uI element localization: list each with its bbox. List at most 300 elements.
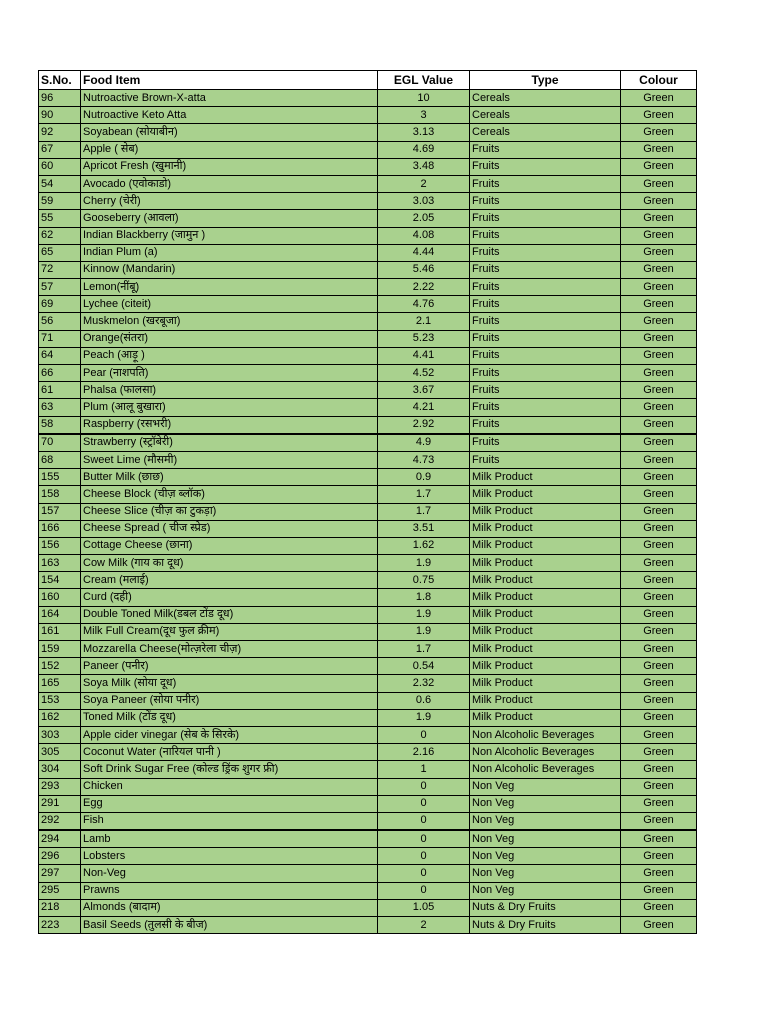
header-row	[39, 71, 697, 90]
cell-sno[interactable]: 218	[39, 899, 81, 916]
cell-colour[interactable]: Green	[621, 572, 697, 589]
cell-type[interactable]: Milk Product	[470, 675, 621, 692]
cell-egl-value[interactable]: 1.05	[378, 899, 470, 916]
cell-type[interactable]: Fruits	[470, 141, 621, 158]
cell-sno[interactable]: 58	[39, 416, 81, 434]
cell-egl-value[interactable]: 3.67	[378, 382, 470, 399]
cell-egl-value[interactable]: 1	[378, 761, 470, 778]
cell-colour[interactable]: Green	[621, 848, 697, 865]
cell-food-item[interactable]: Cream (मलाई)	[81, 572, 378, 589]
table-row	[39, 503, 697, 520]
cell-type[interactable]: Non Veg	[470, 882, 621, 899]
cell-colour[interactable]: Green	[621, 641, 697, 658]
cell-egl-value[interactable]: 2.05	[378, 210, 470, 227]
cell-sno[interactable]: 153	[39, 692, 81, 709]
cell-colour[interactable]: Green	[621, 899, 697, 916]
cell-type[interactable]: Non Veg	[470, 848, 621, 865]
cell-food-item[interactable]: Basil Seeds (तुलसी के बीज)	[81, 917, 378, 934]
cell-colour[interactable]: Green	[621, 107, 697, 124]
cell-type[interactable]: Fruits	[470, 399, 621, 416]
cell-colour[interactable]: Green	[621, 244, 697, 261]
cell-colour[interactable]: Green	[621, 692, 697, 709]
table-row	[39, 193, 697, 210]
cell-egl-value[interactable]: 0	[378, 795, 470, 812]
table-row	[39, 175, 697, 192]
cell-egl-value[interactable]: 4.41	[378, 347, 470, 364]
cell-colour[interactable]: Green	[621, 778, 697, 795]
cell-sno[interactable]: 161	[39, 623, 81, 640]
table-row	[39, 451, 697, 468]
table-row	[39, 434, 697, 452]
cell-sno[interactable]: 295	[39, 882, 81, 899]
cell-colour[interactable]: Green	[621, 503, 697, 520]
cell-colour[interactable]: Green	[621, 227, 697, 244]
cell-colour[interactable]: Green	[621, 175, 697, 192]
cell-colour[interactable]: Green	[621, 158, 697, 175]
cell-colour[interactable]: Green	[621, 795, 697, 812]
cell-egl-value[interactable]: 4.21	[378, 399, 470, 416]
cell-type[interactable]: Fruits	[470, 175, 621, 192]
cell-egl-value[interactable]: 0	[378, 830, 470, 848]
cell-sno[interactable]: 71	[39, 330, 81, 347]
cell-colour[interactable]: Green	[621, 141, 697, 158]
cell-type[interactable]: Fruits	[470, 296, 621, 313]
cell-egl-value[interactable]: 0	[378, 848, 470, 865]
header-food-item[interactable]: Food Item	[81, 71, 378, 90]
cell-colour[interactable]: Green	[621, 124, 697, 141]
table-row	[39, 141, 697, 158]
cell-type[interactable]: Milk Product	[470, 709, 621, 726]
cell-colour[interactable]: Green	[621, 296, 697, 313]
cell-sno[interactable]: 166	[39, 520, 81, 537]
table-row	[39, 210, 697, 227]
cell-type[interactable]: Fruits	[470, 210, 621, 227]
cell-food-item[interactable]: Fish	[81, 812, 378, 830]
cell-food-item[interactable]: Lobsters	[81, 848, 378, 865]
header-egl-value[interactable]: EGL Value	[378, 71, 470, 90]
cell-egl-value[interactable]: 1.62	[378, 537, 470, 554]
cell-sno[interactable]: 70	[39, 434, 81, 452]
cell-colour[interactable]: Green	[621, 434, 697, 452]
cell-food-item[interactable]: Pear (नाशपति)	[81, 365, 378, 382]
cell-sno[interactable]: 64	[39, 347, 81, 364]
cell-egl-value[interactable]: 4.73	[378, 451, 470, 468]
cell-type[interactable]: Milk Product	[470, 606, 621, 623]
cell-food-item[interactable]: Cheese Spread ( चीज स्प्रेड)	[81, 520, 378, 537]
cell-sno[interactable]: 293	[39, 778, 81, 795]
cell-colour[interactable]: Green	[621, 279, 697, 296]
cell-type[interactable]: Fruits	[470, 193, 621, 210]
cell-egl-value[interactable]: 0	[378, 882, 470, 899]
cell-type[interactable]: Milk Product	[470, 589, 621, 606]
cell-food-item[interactable]: Lemon(नींबू)	[81, 279, 378, 296]
cell-sno[interactable]: 164	[39, 606, 81, 623]
cell-type[interactable]: Non Veg	[470, 778, 621, 795]
table-row	[39, 365, 697, 382]
table-row	[39, 606, 697, 623]
cell-colour[interactable]: Green	[621, 917, 697, 934]
cell-food-item[interactable]: Non-Veg	[81, 865, 378, 882]
table-row	[39, 882, 697, 899]
cell-type[interactable]: Fruits	[470, 313, 621, 330]
cell-egl-value[interactable]: 2.16	[378, 744, 470, 761]
cell-food-item[interactable]: Indian Plum (a)	[81, 244, 378, 261]
table-row	[39, 399, 697, 416]
cell-egl-value[interactable]: 4.52	[378, 365, 470, 382]
cell-type[interactable]: Fruits	[470, 244, 621, 261]
cell-egl-value[interactable]: 0	[378, 726, 470, 743]
cell-type[interactable]: Fruits	[470, 158, 621, 175]
cell-colour[interactable]: Green	[621, 830, 697, 848]
cell-egl-value[interactable]: 1.9	[378, 606, 470, 623]
cell-food-item[interactable]: Indian Blackberry (जामुन )	[81, 227, 378, 244]
cell-food-item[interactable]: Sweet Lime (मौसमी)	[81, 451, 378, 468]
cell-egl-value[interactable]: 4.9	[378, 434, 470, 452]
cell-food-item[interactable]: Cow Milk (गाय का दूध)	[81, 555, 378, 572]
table-row	[39, 124, 697, 141]
table-row	[39, 537, 697, 554]
cell-food-item[interactable]: Cheese Block (चीज़ ब्लॉक)	[81, 486, 378, 503]
table-row	[39, 778, 697, 795]
cell-type[interactable]: Cereals	[470, 124, 621, 141]
cell-type[interactable]: Non Alcoholic Beverages	[470, 726, 621, 743]
cell-food-item[interactable]: Cottage Cheese (छाना)	[81, 537, 378, 554]
cell-type[interactable]: Non Veg	[470, 795, 621, 812]
table-row	[39, 865, 697, 882]
table-row	[39, 658, 697, 675]
cell-sno[interactable]: 72	[39, 261, 81, 278]
cell-egl-value[interactable]: 5.23	[378, 330, 470, 347]
cell-sno[interactable]: 154	[39, 572, 81, 589]
table-row	[39, 227, 697, 244]
cell-egl-value[interactable]: 3.51	[378, 520, 470, 537]
cell-egl-value[interactable]: 1.9	[378, 555, 470, 572]
cell-type[interactable]: Cereals	[470, 107, 621, 124]
cell-food-item[interactable]: Mozzarella Cheese(मोत्ज़रेला चीज़)	[81, 641, 378, 658]
cell-food-item[interactable]: Paneer (पनीर)	[81, 658, 378, 675]
cell-sno[interactable]: 165	[39, 675, 81, 692]
table-row	[39, 469, 697, 486]
cell-egl-value[interactable]: 3.13	[378, 124, 470, 141]
cell-food-item[interactable]: Curd (दही)	[81, 589, 378, 606]
table-row	[39, 623, 697, 640]
table-row	[39, 416, 697, 434]
cell-type[interactable]: Milk Product	[470, 503, 621, 520]
cell-food-item[interactable]: Strawberry (स्ट्रॉबेरी)	[81, 434, 378, 452]
cell-colour[interactable]: Green	[621, 709, 697, 726]
table-row	[39, 330, 697, 347]
cell-type[interactable]: Non Alcoholic Beverages	[470, 761, 621, 778]
cell-food-item[interactable]: Toned Milk (टोंड दूध)	[81, 709, 378, 726]
cell-type[interactable]: Milk Product	[470, 520, 621, 537]
cell-sno[interactable]: 156	[39, 537, 81, 554]
cell-sno[interactable]: 304	[39, 761, 81, 778]
cell-food-item[interactable]: Apricot Fresh (खुमानी)	[81, 158, 378, 175]
table-row	[39, 795, 697, 812]
cell-colour[interactable]: Green	[621, 486, 697, 503]
cell-type[interactable]: Fruits	[470, 365, 621, 382]
table-row	[39, 313, 697, 330]
cell-egl-value[interactable]: 0	[378, 865, 470, 882]
cell-sno[interactable]: 61	[39, 382, 81, 399]
cell-egl-value[interactable]: 10	[378, 90, 470, 107]
cell-food-item[interactable]: Raspberry (रसभरी)	[81, 416, 378, 434]
cell-colour[interactable]: Green	[621, 416, 697, 434]
cell-sno[interactable]: 54	[39, 175, 81, 192]
cell-type[interactable]: Fruits	[470, 330, 621, 347]
cell-egl-value[interactable]: 2.32	[378, 675, 470, 692]
cell-food-item[interactable]: Double Toned Milk(डबल टोंड दूध)	[81, 606, 378, 623]
cell-egl-value[interactable]: 1.9	[378, 709, 470, 726]
cell-sno[interactable]: 157	[39, 503, 81, 520]
cell-food-item[interactable]: Peach (आड़ू )	[81, 347, 378, 364]
table-row	[39, 917, 697, 934]
cell-colour[interactable]: Green	[621, 193, 697, 210]
cell-colour[interactable]: Green	[621, 399, 697, 416]
cell-type[interactable]: Non Veg	[470, 830, 621, 848]
cell-food-item[interactable]: Soya Milk (सोया दूध)	[81, 675, 378, 692]
cell-colour[interactable]: Green	[621, 537, 697, 554]
table-row	[39, 692, 697, 709]
cell-type[interactable]: Fruits	[470, 451, 621, 468]
cell-food-item[interactable]: Soft Drink Sugar Free (कोल्ड ड्रिंक शुगर फ्री)	[81, 761, 378, 778]
cell-food-item[interactable]: Avocado (एवोकाडो)	[81, 175, 378, 192]
table-row	[39, 279, 697, 296]
cell-sno[interactable]: 159	[39, 641, 81, 658]
cell-colour[interactable]: Green	[621, 210, 697, 227]
cell-egl-value[interactable]: 4.44	[378, 244, 470, 261]
table-row	[39, 486, 697, 503]
cell-type[interactable]: Fruits	[470, 261, 621, 278]
cell-sno[interactable]: 296	[39, 848, 81, 865]
cell-egl-value[interactable]: 1.7	[378, 641, 470, 658]
cell-sno[interactable]: 152	[39, 658, 81, 675]
cell-food-item[interactable]: Milk Full Cream(दूध फुल क्रीम)	[81, 623, 378, 640]
table-row	[39, 90, 697, 107]
table-row	[39, 107, 697, 124]
cell-sno[interactable]: 291	[39, 795, 81, 812]
cell-type[interactable]: Milk Product	[470, 537, 621, 554]
cell-sno[interactable]: 65	[39, 244, 81, 261]
cell-sno[interactable]: 160	[39, 589, 81, 606]
cell-colour[interactable]: Green	[621, 313, 697, 330]
cell-egl-value[interactable]: 1.7	[378, 503, 470, 520]
cell-colour[interactable]: Green	[621, 451, 697, 468]
cell-food-item[interactable]: Prawns	[81, 882, 378, 899]
header-sno[interactable]: S.No.	[39, 71, 81, 90]
cell-food-item[interactable]: Coconut Water (नारियल पानी )	[81, 744, 378, 761]
table-row	[39, 641, 697, 658]
cell-food-item[interactable]: Chicken	[81, 778, 378, 795]
cell-egl-value[interactable]: 1.8	[378, 589, 470, 606]
cell-sno[interactable]: 66	[39, 365, 81, 382]
cell-sno[interactable]: 60	[39, 158, 81, 175]
cell-colour[interactable]: Green	[621, 726, 697, 743]
cell-egl-value[interactable]: 1.7	[378, 486, 470, 503]
table-row	[39, 812, 697, 830]
cell-colour[interactable]: Green	[621, 520, 697, 537]
cell-food-item[interactable]: Lamb	[81, 830, 378, 848]
table-row	[39, 848, 697, 865]
cell-type[interactable]: Non Alcoholic Beverages	[470, 744, 621, 761]
cell-sno[interactable]: 162	[39, 709, 81, 726]
cell-food-item[interactable]: Gooseberry (आवला)	[81, 210, 378, 227]
table-row	[39, 261, 697, 278]
cell-egl-value[interactable]: 3.03	[378, 193, 470, 210]
cell-type[interactable]: Cereals	[470, 90, 621, 107]
cell-type[interactable]: Non Veg	[470, 812, 621, 830]
cell-type[interactable]: Milk Product	[470, 486, 621, 503]
table-row	[39, 830, 697, 848]
cell-food-item[interactable]: Soyabean (सोयाबीन)	[81, 124, 378, 141]
cell-type[interactable]: Milk Product	[470, 658, 621, 675]
cell-egl-value[interactable]: 0	[378, 812, 470, 830]
cell-type[interactable]: Milk Product	[470, 572, 621, 589]
cell-food-item[interactable]: Butter Milk (छाछ)	[81, 469, 378, 486]
header-colour[interactable]: Colour	[621, 71, 697, 90]
cell-type[interactable]: Nuts & Dry Fruits	[470, 917, 621, 934]
cell-sno[interactable]: 297	[39, 865, 81, 882]
table-row	[39, 520, 697, 537]
cell-sno[interactable]: 63	[39, 399, 81, 416]
cell-colour[interactable]: Green	[621, 365, 697, 382]
cell-type[interactable]: Fruits	[470, 434, 621, 452]
cell-egl-value[interactable]: 1.9	[378, 623, 470, 640]
cell-type[interactable]: Milk Product	[470, 692, 621, 709]
cell-egl-value[interactable]: 2	[378, 175, 470, 192]
table-row	[39, 675, 697, 692]
cell-colour[interactable]: Green	[621, 330, 697, 347]
cell-food-item[interactable]: Egg	[81, 795, 378, 812]
cell-food-item[interactable]: Cherry (चेरी)	[81, 193, 378, 210]
cell-colour[interactable]: Green	[621, 675, 697, 692]
cell-type[interactable]: Fruits	[470, 416, 621, 434]
table-row	[39, 709, 697, 726]
cell-egl-value[interactable]: 2	[378, 917, 470, 934]
cell-colour[interactable]: Green	[621, 589, 697, 606]
cell-sno[interactable]: 67	[39, 141, 81, 158]
cell-food-item[interactable]: Apple ( सेब)	[81, 141, 378, 158]
header-type[interactable]: Type	[470, 71, 621, 90]
table-row	[39, 726, 697, 743]
cell-sno[interactable]: 57	[39, 279, 81, 296]
cell-sno[interactable]: 158	[39, 486, 81, 503]
cell-food-item[interactable]: Nutroactive Brown-X-atta	[81, 90, 378, 107]
table-row	[39, 589, 697, 606]
cell-food-item[interactable]: Cheese Slice (चीज़ का टुकड़ा)	[81, 503, 378, 520]
table-row	[39, 158, 697, 175]
cell-type[interactable]: Fruits	[470, 227, 621, 244]
cell-sno[interactable]: 59	[39, 193, 81, 210]
cell-sno[interactable]: 90	[39, 107, 81, 124]
cell-sno[interactable]: 55	[39, 210, 81, 227]
cell-egl-value[interactable]: 3.48	[378, 158, 470, 175]
cell-type[interactable]: Fruits	[470, 347, 621, 364]
cell-egl-value[interactable]: 4.08	[378, 227, 470, 244]
cell-egl-value[interactable]: 3	[378, 107, 470, 124]
cell-sno[interactable]: 69	[39, 296, 81, 313]
cell-food-item[interactable]: Almonds (बादाम)	[81, 899, 378, 916]
cell-egl-value[interactable]: 4.76	[378, 296, 470, 313]
cell-sno[interactable]: 56	[39, 313, 81, 330]
cell-food-item[interactable]: Soya Paneer (सोया पनीर)	[81, 692, 378, 709]
cell-sno[interactable]: 68	[39, 451, 81, 468]
cell-colour[interactable]: Green	[621, 90, 697, 107]
cell-food-item[interactable]: Kinnow (Mandarin)	[81, 261, 378, 278]
cell-egl-value[interactable]: 2.92	[378, 416, 470, 434]
cell-type[interactable]: Milk Product	[470, 641, 621, 658]
cell-egl-value[interactable]: 0.75	[378, 572, 470, 589]
cell-type[interactable]: Fruits	[470, 382, 621, 399]
table-row	[39, 296, 697, 313]
cell-colour[interactable]: Green	[621, 744, 697, 761]
cell-sno[interactable]: 292	[39, 812, 81, 830]
cell-colour[interactable]: Green	[621, 812, 697, 830]
cell-type[interactable]: Non Veg	[470, 865, 621, 882]
table-row	[39, 244, 697, 261]
cell-food-item[interactable]: Plum (आलू बुखारा)	[81, 399, 378, 416]
table-row	[39, 899, 697, 916]
cell-colour[interactable]: Green	[621, 865, 697, 882]
cell-colour[interactable]: Green	[621, 261, 697, 278]
cell-colour[interactable]: Green	[621, 761, 697, 778]
cell-sno[interactable]: 303	[39, 726, 81, 743]
cell-egl-value[interactable]: 5.46	[378, 261, 470, 278]
table-row	[39, 347, 697, 364]
cell-egl-value[interactable]: 2.22	[378, 279, 470, 296]
cell-colour[interactable]: Green	[621, 882, 697, 899]
cell-sno[interactable]: 62	[39, 227, 81, 244]
cell-sno[interactable]: 155	[39, 469, 81, 486]
cell-colour[interactable]: Green	[621, 606, 697, 623]
cell-sno[interactable]: 92	[39, 124, 81, 141]
cell-food-item[interactable]: Lychee (citeit)	[81, 296, 378, 313]
cell-egl-value[interactable]: 0.6	[378, 692, 470, 709]
cell-colour[interactable]: Green	[621, 658, 697, 675]
cell-type[interactable]: Milk Product	[470, 469, 621, 486]
cell-colour[interactable]: Green	[621, 623, 697, 640]
cell-sno[interactable]: 294	[39, 830, 81, 848]
cell-colour[interactable]: Green	[621, 555, 697, 572]
cell-colour[interactable]: Green	[621, 382, 697, 399]
table-header	[39, 71, 697, 90]
table-body	[39, 90, 697, 934]
food-egl-table	[38, 70, 697, 934]
cell-sno[interactable]: 96	[39, 90, 81, 107]
cell-colour[interactable]: Green	[621, 347, 697, 364]
cell-food-item[interactable]: Orange(संतरा)	[81, 330, 378, 347]
cell-food-item[interactable]: Apple cider vinegar (सेब के सिरके)	[81, 726, 378, 743]
cell-sno[interactable]: 223	[39, 917, 81, 934]
cell-egl-value[interactable]: 0.9	[378, 469, 470, 486]
cell-sno[interactable]: 163	[39, 555, 81, 572]
cell-egl-value[interactable]: 0	[378, 778, 470, 795]
cell-food-item[interactable]: Nutroactive Keto Atta	[81, 107, 378, 124]
table-row	[39, 382, 697, 399]
cell-egl-value[interactable]: 0.54	[378, 658, 470, 675]
cell-egl-value[interactable]: 4.69	[378, 141, 470, 158]
cell-egl-value[interactable]: 2.1	[378, 313, 470, 330]
cell-type[interactable]: Milk Product	[470, 623, 621, 640]
table-row	[39, 761, 697, 778]
cell-colour[interactable]: Green	[621, 469, 697, 486]
cell-type[interactable]: Milk Product	[470, 555, 621, 572]
cell-sno[interactable]: 305	[39, 744, 81, 761]
cell-type[interactable]: Fruits	[470, 279, 621, 296]
cell-food-item[interactable]: Phalsa (फालसा)	[81, 382, 378, 399]
cell-food-item[interactable]: Muskmelon (खरबूजा)	[81, 313, 378, 330]
cell-type[interactable]: Nuts & Dry Fruits	[470, 899, 621, 916]
